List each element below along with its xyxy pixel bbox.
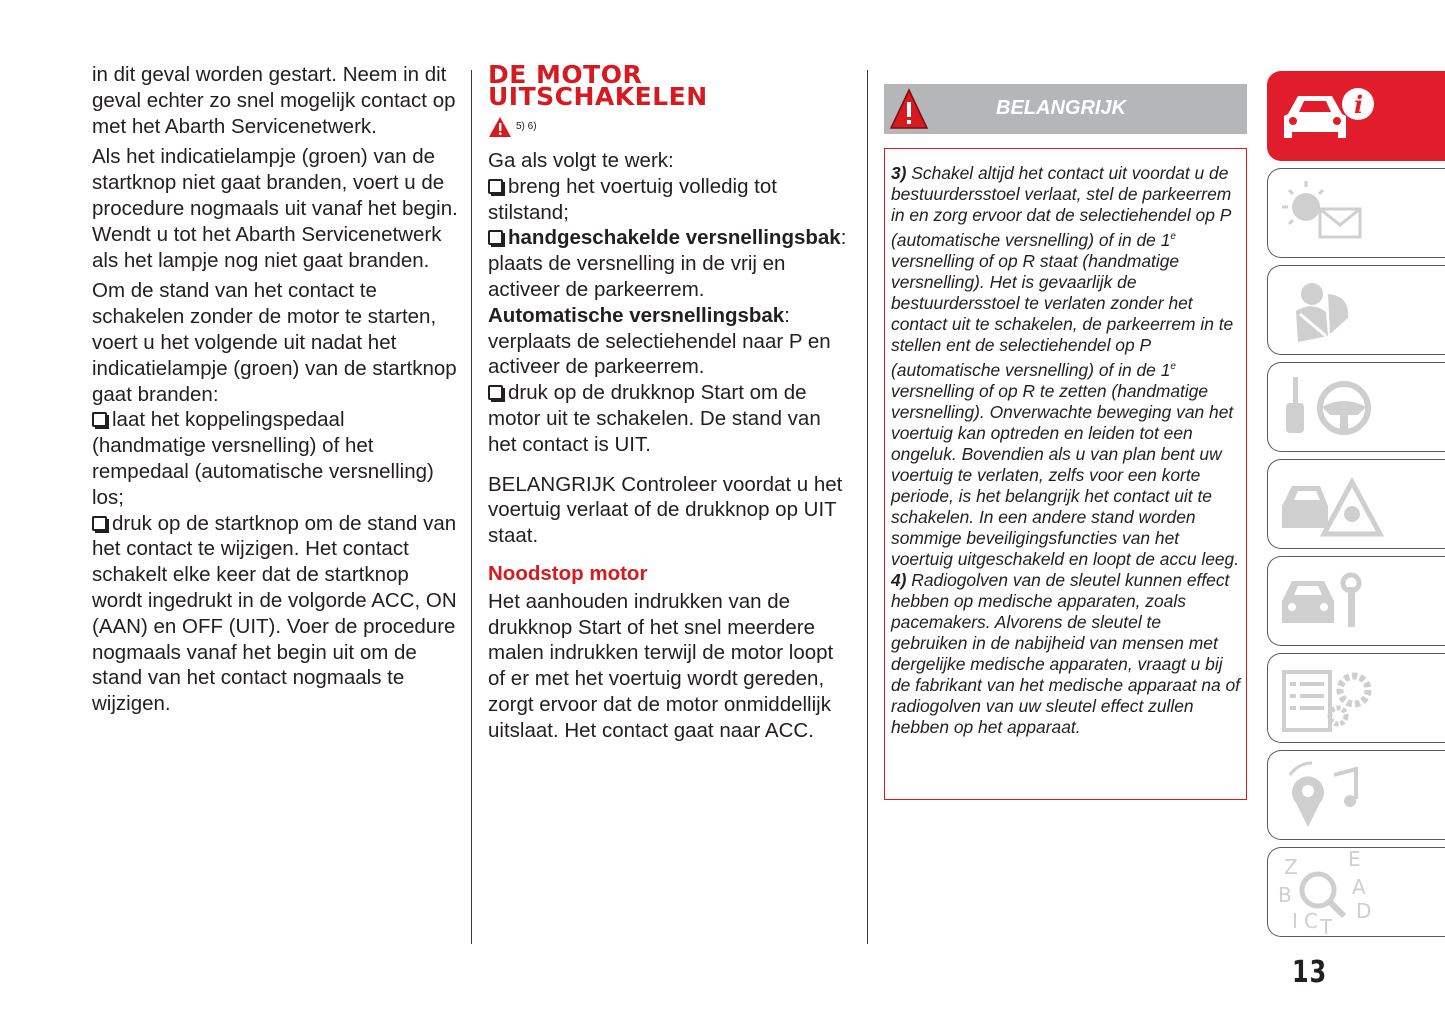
tab-car-info[interactable] bbox=[1267, 71, 1445, 161]
warning-triangle-icon bbox=[889, 87, 929, 131]
column-middle bbox=[488, 60, 853, 744]
svg-text:A: A bbox=[1352, 875, 1366, 899]
maintenance-icon bbox=[1268, 557, 1445, 646]
warning-reference bbox=[488, 116, 853, 138]
column-divider bbox=[471, 70, 472, 944]
checkbox-bullet-icon bbox=[488, 385, 503, 400]
svg-text:E: E bbox=[1348, 848, 1361, 871]
sub-title: Noodstop motor bbox=[488, 561, 648, 585]
emergency-icon bbox=[1268, 460, 1445, 549]
lights-messages-icon bbox=[1268, 169, 1445, 258]
warning-triangle-icon bbox=[488, 116, 512, 138]
tab-key-steering[interactable] bbox=[1267, 362, 1445, 452]
tab-multimedia[interactable] bbox=[1267, 750, 1445, 840]
paragraph: Het aanhouden indrukken van de drukknop Start of het snel meerdere malen indrukken terwijl de motor loopt of er met het voertuig wordt gereden, zorgt ervoor dat de motor onmiddellijk uitslaat. Het contact gaat naar ACC. bbox=[488, 589, 834, 742]
svg-text:Z: Z bbox=[1284, 855, 1298, 879]
svg-text:C: C bbox=[1304, 909, 1318, 933]
svg-text:I: I bbox=[1292, 909, 1298, 933]
technical-data-icon bbox=[1268, 654, 1445, 743]
svg-text:B: B bbox=[1278, 883, 1292, 907]
svg-text:D: D bbox=[1356, 899, 1372, 923]
important-header bbox=[884, 84, 1247, 134]
paragraph: Ga als volgt te werk: breng het voertuig volledig tot stilstand; handgeschakelde versnellingsbak: plaats de versnelling in de vrij en activeer de parkeerrem. Automatische versnellingsbak: verplaats de selectiehendel naar P en activeer de parkeerrem. druk op de drukknop Start om de motor uit te schakelen. De stand van het contact is UIT. bbox=[488, 149, 847, 456]
svg-text:T: T bbox=[1320, 915, 1333, 938]
column-divider bbox=[867, 70, 868, 944]
checkbox-bullet-icon bbox=[92, 516, 107, 531]
column-left bbox=[92, 62, 462, 717]
warning-refs: 5) 6) bbox=[516, 121, 537, 133]
car-info-icon bbox=[1268, 72, 1445, 161]
page-number: 13 bbox=[1292, 955, 1327, 990]
important-title: BELANGRIJK bbox=[996, 97, 1127, 119]
tab-safety[interactable] bbox=[1267, 265, 1445, 355]
tab-technical-data[interactable] bbox=[1267, 653, 1445, 743]
checkbox-bullet-icon bbox=[488, 230, 503, 245]
note-3: 3) Schakel altijd het contact uit voordat u de bestuurdersstoel verlaat, stel de parkeerrem in en zorg ervoor dat de selectiehendel op P (automatische versnelling) of in de 1e versnelling of op R staat (handmatige versnelling). Het is gevaarlijk de bestuurdersstoel te verlaten zonder het contact uit te schakelen, de parkeerrem in te stellen ent de selectiehendel op P (automatische versnelling) of in de 1e versnelling of op R te zetten (handmatige versnelling). Onverwachte beweging van het voertuig kan optreden en leiden tot een ongeluk. Bovendien als u van plan bent uw voertuig te verlaten, zelfs voor een korte periode, is het belangrijk het contact uit te schakelen. In een andere stand worden sommige beveiligingsfuncties van het voertuig uitgeschakeld en loopt de accu leeg. bbox=[891, 163, 1240, 569]
note-4: 4) Radiogolven van de sleutel kunnen effect hebben op medische apparaten, zoals pacemakers. Alvorens de sleutel te gebruiken in de nabijheid van mensen met dergelijke medische apparaten, vraagt u bij de fabrikant van het medische apparaat na of radiogolven van uw sleutel effect zullen hebben op het apparaat. bbox=[891, 569, 1241, 737]
checkbox-bullet-icon bbox=[92, 412, 107, 427]
paragraph: BELANGRIJK Controleer voordat u het voertuig verlaat of de drukknop op UIT staat. bbox=[488, 472, 843, 548]
svg-text:i: i bbox=[1354, 90, 1364, 119]
paragraph: Als het indicatielampje (groen) van de startknop niet gaat branden, voert u de procedure nogmaals uit vanaf het begin. Wendt u tot het Abarth Servicenetwerk als het lampje nog niet gaat branden. bbox=[92, 145, 458, 272]
tab-maintenance[interactable] bbox=[1267, 556, 1445, 646]
checkbox-bullet-icon bbox=[488, 179, 503, 194]
tab-index[interactable] bbox=[1267, 847, 1445, 937]
safety-airbag-icon bbox=[1268, 266, 1445, 355]
tab-emergency[interactable] bbox=[1267, 459, 1445, 549]
tab-lights-messages[interactable] bbox=[1267, 168, 1445, 258]
multimedia-icon bbox=[1268, 751, 1445, 840]
important-notes bbox=[884, 148, 1247, 800]
paragraph: Om de stand van het contact te schakelen zonder de motor te starten, voert u het volgende uit nadat het indicatielampje (groen) van de startknop gaat branden: laat het koppelingspedaal (handmatige versnelling) of het rempedaal (automatische versnelling) los; druk op de startknop om de stand van het contact te wijzigen. Het contact schakelt elke keer dat de startknop wordt ingedrukt in de volgorde ACC, ON (AAN) en OFF (UIT). Voer de procedure nogmaals vanaf het begin uit om de stand van het contact nogmaals te wijzigen. bbox=[92, 279, 457, 716]
section-title: DE MOTOR UITSCHAKELEN bbox=[488, 60, 708, 111]
index-icon bbox=[1268, 848, 1445, 937]
key-steering-icon bbox=[1268, 363, 1445, 452]
paragraph: in dit geval worden gestart. Neem in dit geval echter zo snel mogelijk contact op met het Abarth Servicenetwerk. bbox=[92, 63, 456, 138]
